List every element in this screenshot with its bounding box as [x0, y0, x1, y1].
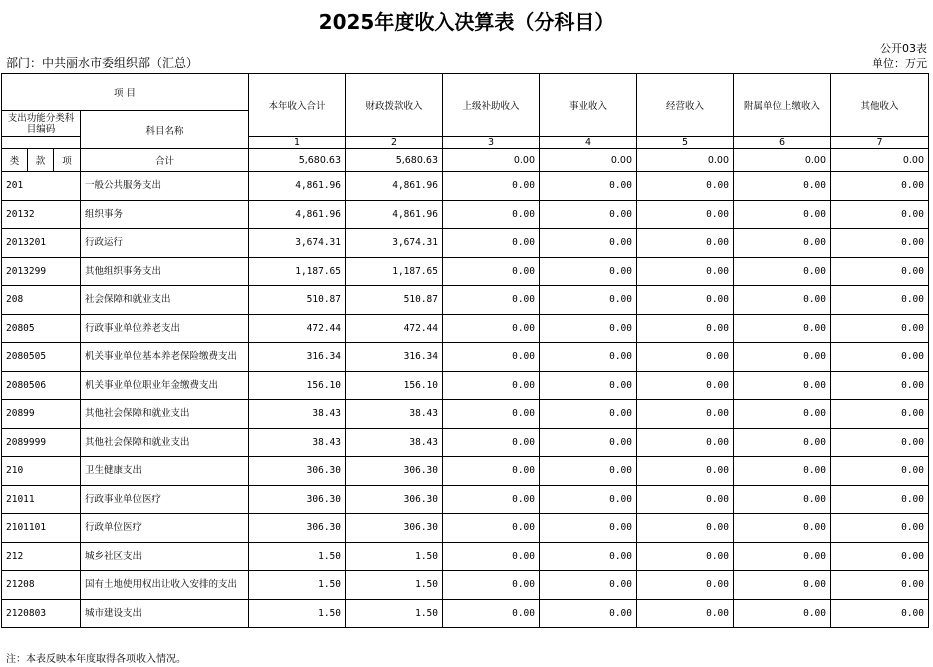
- header-subject-name: 科目名称: [81, 111, 249, 149]
- amount-cell: 0.00: [831, 599, 929, 628]
- amount-cell: 0.00: [540, 343, 637, 372]
- subject-name: 其他组织事务支出: [81, 257, 249, 286]
- subject-name: 卫生健康支出: [81, 457, 249, 486]
- amount-cell: 3,674.31: [346, 229, 443, 258]
- amount-cell: 0.00: [831, 200, 929, 229]
- amount-cell: 0.00: [734, 343, 831, 372]
- department-label: 部门：中共丽水市委组织部（汇总）: [6, 56, 199, 70]
- amount-cell: 0.00: [734, 400, 831, 429]
- amount-cell: 0.00: [637, 514, 734, 543]
- amount-cell: 0.00: [831, 257, 929, 286]
- subject-code: 21208: [2, 571, 81, 600]
- amount-cell: 0.00: [637, 257, 734, 286]
- income-table: [1, 73, 929, 628]
- amount-cell: 0.00: [734, 571, 831, 600]
- table-row: [2, 343, 929, 372]
- subject-name: 社会保障和就业支出: [81, 286, 249, 315]
- col-number-2: 2: [346, 137, 443, 149]
- amount-cell: 0.00: [540, 571, 637, 600]
- amount-cell: 0.00: [443, 457, 540, 486]
- amount-cell: 1.50: [249, 542, 346, 571]
- amount-cell: 0.00: [540, 514, 637, 543]
- col-number-1: 1: [249, 137, 346, 149]
- amount-cell: 0.00: [443, 343, 540, 372]
- table-row: [2, 314, 929, 343]
- subject-code: 21011: [2, 485, 81, 514]
- amount-cell: 1.50: [249, 599, 346, 628]
- header-code-group: 支出功能分类科目编码: [2, 111, 81, 137]
- header-col-1: 本年收入合计: [249, 74, 346, 137]
- col-number-6: 6: [734, 137, 831, 149]
- subject-code: 2013201: [2, 229, 81, 258]
- amount-cell: 306.30: [346, 457, 443, 486]
- header-lei: 类: [2, 149, 28, 172]
- subject-code: 208: [2, 286, 81, 315]
- total-label: 合计: [81, 149, 249, 172]
- amount-cell: 0.00: [540, 200, 637, 229]
- amount-cell: 4,861.96: [346, 172, 443, 201]
- table-row: [2, 571, 929, 600]
- amount-cell: 4,861.96: [249, 172, 346, 201]
- amount-cell: 0.00: [831, 314, 929, 343]
- amount-cell: 0.00: [734, 371, 831, 400]
- amount-cell: 0.00: [443, 400, 540, 429]
- amount-cell: 306.30: [249, 485, 346, 514]
- header-col-2: 财政拨款收入: [346, 74, 443, 137]
- amount-cell: 0.00: [637, 286, 734, 315]
- header-col-4: 事业收入: [540, 74, 637, 137]
- amount-cell: 1.50: [346, 599, 443, 628]
- amount-cell: 0.00: [734, 257, 831, 286]
- amount-cell: 0.00: [540, 371, 637, 400]
- total-value: 0.00: [831, 149, 929, 172]
- amount-cell: 472.44: [346, 314, 443, 343]
- amount-cell: 0.00: [637, 485, 734, 514]
- subject-name: 行政运行: [81, 229, 249, 258]
- amount-cell: 510.87: [249, 286, 346, 315]
- subject-code: 2089999: [2, 428, 81, 457]
- total-value: 0.00: [443, 149, 540, 172]
- amount-cell: 0.00: [734, 172, 831, 201]
- amount-cell: 0.00: [443, 371, 540, 400]
- amount-cell: 0.00: [637, 229, 734, 258]
- amount-cell: 4,861.96: [346, 200, 443, 229]
- amount-cell: 0.00: [637, 371, 734, 400]
- amount-cell: 0.00: [734, 286, 831, 315]
- table-number: 公开03表: [880, 42, 927, 55]
- amount-cell: 0.00: [637, 542, 734, 571]
- subject-code: 2080506: [2, 371, 81, 400]
- amount-cell: 306.30: [249, 457, 346, 486]
- table-row: [2, 257, 929, 286]
- amount-cell: 316.34: [249, 343, 346, 372]
- amount-cell: 156.10: [249, 371, 346, 400]
- amount-cell: 1,187.65: [249, 257, 346, 286]
- header-col-6: 附属单位上缴收入: [734, 74, 831, 137]
- subject-name: 行政事业单位医疗: [81, 485, 249, 514]
- subject-name: 行政单位医疗: [81, 514, 249, 543]
- subject-code: 20899: [2, 400, 81, 429]
- amount-cell: 0.00: [443, 229, 540, 258]
- subject-name: 组织事务: [81, 200, 249, 229]
- amount-cell: 0.00: [831, 172, 929, 201]
- amount-cell: 0.00: [734, 200, 831, 229]
- amount-cell: 156.10: [346, 371, 443, 400]
- subject-code: 2013299: [2, 257, 81, 286]
- amount-cell: 0.00: [540, 400, 637, 429]
- amount-cell: 0.00: [734, 514, 831, 543]
- subject-code: 20805: [2, 314, 81, 343]
- amount-cell: 0.00: [734, 599, 831, 628]
- subject-name: 行政事业单位养老支出: [81, 314, 249, 343]
- amount-cell: 1,187.65: [346, 257, 443, 286]
- col-number-4: 4: [540, 137, 637, 149]
- total-value: 5,680.63: [346, 149, 443, 172]
- amount-cell: 0.00: [831, 371, 929, 400]
- subject-name: 机关事业单位职业年金缴费支出: [81, 371, 249, 400]
- amount-cell: 0.00: [540, 428, 637, 457]
- amount-cell: 0.00: [540, 286, 637, 315]
- amount-cell: 316.34: [346, 343, 443, 372]
- amount-cell: 0.00: [637, 343, 734, 372]
- subject-name: 其他社会保障和就业支出: [81, 428, 249, 457]
- subject-name: 国有土地使用权出让收入安排的支出: [81, 571, 249, 600]
- amount-cell: 306.30: [346, 514, 443, 543]
- table-row: [2, 172, 929, 201]
- table-row: [2, 371, 929, 400]
- header-col-7: 其他收入: [831, 74, 929, 137]
- amount-cell: 38.43: [249, 400, 346, 429]
- amount-cell: 1.50: [346, 542, 443, 571]
- amount-cell: 1.50: [346, 571, 443, 600]
- amount-cell: 3,674.31: [249, 229, 346, 258]
- total-value: 0.00: [637, 149, 734, 172]
- amount-cell: 0.00: [734, 542, 831, 571]
- subject-code: 212: [2, 542, 81, 571]
- amount-cell: 0.00: [831, 286, 929, 315]
- amount-cell: 0.00: [734, 314, 831, 343]
- amount-cell: 0.00: [443, 599, 540, 628]
- amount-cell: 0.00: [734, 457, 831, 486]
- amount-cell: 38.43: [346, 428, 443, 457]
- amount-cell: 0.00: [637, 599, 734, 628]
- amount-cell: 510.87: [346, 286, 443, 315]
- amount-cell: 0.00: [540, 257, 637, 286]
- amount-cell: 0.00: [637, 400, 734, 429]
- amount-cell: 0.00: [540, 599, 637, 628]
- subject-code: 210: [2, 457, 81, 486]
- page-title: 2025年度收入决算表（分科目）: [318, 10, 615, 34]
- total-value: 0.00: [540, 149, 637, 172]
- subject-name: 机关事业单位基本养老保险缴费支出: [81, 343, 249, 372]
- subject-code: 2080505: [2, 343, 81, 372]
- amount-cell: 0.00: [540, 457, 637, 486]
- amount-cell: 0.00: [831, 514, 929, 543]
- amount-cell: 0.00: [831, 400, 929, 429]
- table-row: [2, 428, 929, 457]
- col-number-7: 7: [831, 137, 929, 149]
- amount-cell: 0.00: [443, 485, 540, 514]
- amount-cell: 0.00: [831, 229, 929, 258]
- amount-cell: 0.00: [443, 571, 540, 600]
- table-row: [2, 599, 929, 628]
- amount-cell: 0.00: [540, 229, 637, 258]
- amount-cell: 306.30: [346, 485, 443, 514]
- header-kuan: 款: [28, 149, 54, 172]
- table-row: [2, 457, 929, 486]
- total-value: 5,680.63: [249, 149, 346, 172]
- subject-name: 城市建设支出: [81, 599, 249, 628]
- amount-cell: 0.00: [540, 485, 637, 514]
- header-col-3: 上级补助收入: [443, 74, 540, 137]
- amount-cell: 472.44: [249, 314, 346, 343]
- amount-cell: 0.00: [540, 172, 637, 201]
- total-value: 0.00: [734, 149, 831, 172]
- amount-cell: 0.00: [637, 172, 734, 201]
- header-item: 项 目: [2, 74, 249, 111]
- amount-cell: 0.00: [831, 485, 929, 514]
- amount-cell: 0.00: [637, 457, 734, 486]
- amount-cell: 0.00: [443, 514, 540, 543]
- table-row: [2, 400, 929, 429]
- amount-cell: 0.00: [443, 257, 540, 286]
- col-number-5: 5: [637, 137, 734, 149]
- amount-cell: 306.30: [249, 514, 346, 543]
- subject-code: 20132: [2, 200, 81, 229]
- table-row: [2, 485, 929, 514]
- subject-name: 城乡社区支出: [81, 542, 249, 571]
- amount-cell: 0.00: [734, 485, 831, 514]
- table-row: [2, 200, 929, 229]
- amount-cell: 1.50: [249, 571, 346, 600]
- amount-cell: 0.00: [637, 314, 734, 343]
- header-xiang: 项: [54, 149, 81, 172]
- amount-cell: 0.00: [831, 428, 929, 457]
- amount-cell: 0.00: [831, 542, 929, 571]
- table-row: [2, 229, 929, 258]
- subject-name: 一般公共服务支出: [81, 172, 249, 201]
- unit-label: 单位：万元: [872, 57, 927, 70]
- amount-cell: 0.00: [734, 428, 831, 457]
- col-number-3: 3: [443, 137, 540, 149]
- amount-cell: 0.00: [637, 200, 734, 229]
- subject-code: 2120803: [2, 599, 81, 628]
- table-row: [2, 542, 929, 571]
- subject-code: 201: [2, 172, 81, 201]
- amount-cell: 0.00: [443, 314, 540, 343]
- amount-cell: 0.00: [443, 172, 540, 201]
- amount-cell: 0.00: [637, 571, 734, 600]
- footnote: 注：本表反映本年度取得各项收入情况。: [6, 654, 186, 665]
- amount-cell: 38.43: [346, 400, 443, 429]
- amount-cell: 0.00: [443, 200, 540, 229]
- amount-cell: 0.00: [734, 229, 831, 258]
- table-row: [2, 286, 929, 315]
- amount-cell: 0.00: [540, 314, 637, 343]
- amount-cell: 0.00: [540, 542, 637, 571]
- amount-cell: 0.00: [443, 428, 540, 457]
- header-blank: [2, 137, 81, 149]
- amount-cell: 0.00: [443, 542, 540, 571]
- table-row: [2, 514, 929, 543]
- amount-cell: 38.43: [249, 428, 346, 457]
- amount-cell: 0.00: [443, 286, 540, 315]
- subject-code: 2101101: [2, 514, 81, 543]
- subject-name: 其他社会保障和就业支出: [81, 400, 249, 429]
- amount-cell: 0.00: [831, 571, 929, 600]
- amount-cell: 0.00: [637, 428, 734, 457]
- amount-cell: 0.00: [831, 343, 929, 372]
- amount-cell: 0.00: [831, 457, 929, 486]
- header-col-5: 经营收入: [637, 74, 734, 137]
- amount-cell: 4,861.96: [249, 200, 346, 229]
